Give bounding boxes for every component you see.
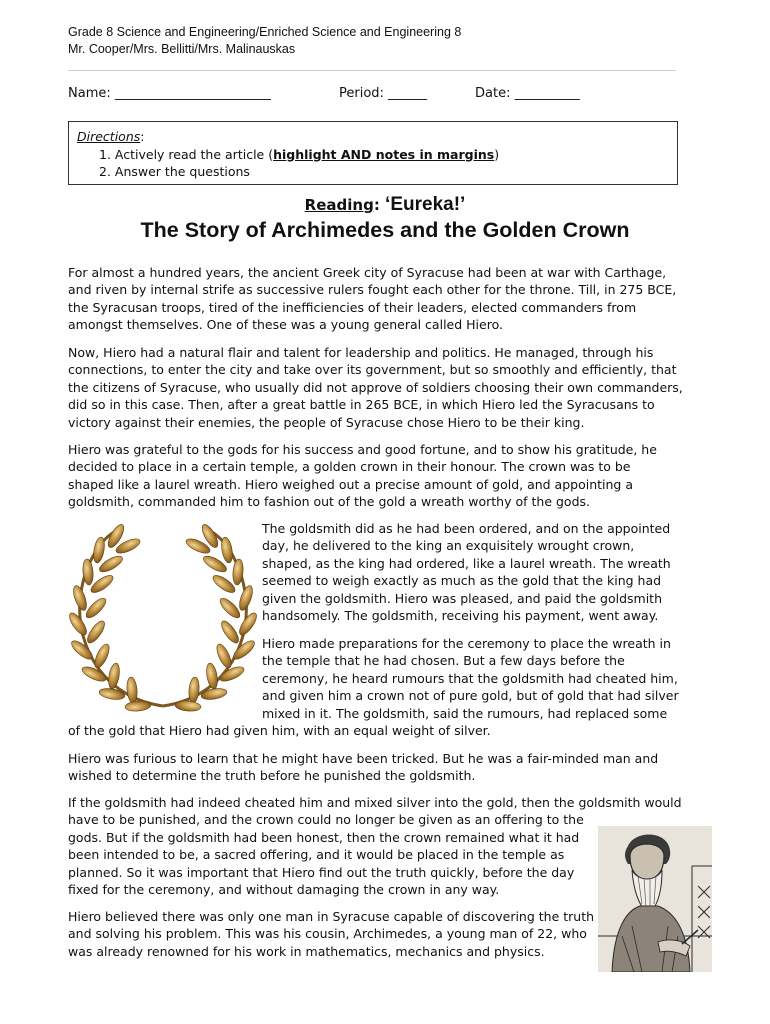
reading-subtitle: ‘Eureka!’ [385,194,466,215]
date-field: Date: __________ [475,86,580,101]
directions-item-1: 1. Actively read the article (highlight AND notes in margins) [99,146,500,162]
reading-label: Reading [304,196,374,214]
directions-item-2: 2. Answer the questions [99,164,250,179]
paragraph-2: Now, Hiero had a natural flair and talent for leadership and politics. He managed, through his connections, to enter the city and take over its government, but so smoothly and efficiently, that the citizens of Syracuse, who usually did not approve of soldiers choosing their own commanders, did so in this case. Then, after a great battle in 265 BCE, in which Hiero led the Syracusans to victory against their enemies, the people of Syracuse chose Hiero to be their king. [68,345,683,430]
paragraph-5-tail: of the gold that Hiero had given him, with an equal weight of silver. [68,723,491,738]
paragraph-4: The goldsmith did as he had been ordered, and on the appointed day, he delivered to the king an exquisitely wrought crown, shaped, as the king had ordered, like a laurel wreath. The wreath seemed to weigh exactly as much as the gold that the king had given the goldsmith. Hiero was pleased, and paid the goldsmith handsomely. The goldsmith, receiving his payment, went away. [262,521,671,624]
archimedes-portrait-image [598,826,712,972]
laurel-wreath-image [66,520,260,720]
teachers-line: Mr. Cooper/Mrs. Bellitti/Mrs. Malinauskas [68,42,296,56]
header-divider [68,70,676,71]
course-line: Grade 8 Science and Engineering/Enriched Science and Engineering 8 [68,25,462,39]
directions-box: Directions: 1. Actively read the article (highlight AND notes in margins) 2. Answer the questions [68,121,678,185]
paragraph-3: Hiero was grateful to the gods for his success and good fortune, and to show his gratitude, he decided to place in a certain temple, a golden crown in their honour. The crown was to be shaped like a laurel wreath. Hiero weighed out a precise amount of gold, and appointing a goldsmith, commanded him to fashion out of the gold a wreath worthy of the gods. [68,442,657,510]
article-title: The Story of Archimedes and the Golden Crown [140,218,630,242]
period-field: Period: ______ [339,86,428,101]
document-header [68,24,461,58]
paragraph-6: Hiero was furious to learn that he might have been tricked. But he was a fair-minded man and wished to determine the truth before he punished the goldsmith. [68,751,659,784]
paragraph-7: If the goldsmith had indeed cheated him and mixed silver into the gold, then the goldsmith would have to be punished, and the crown could no longer be given as an offering to the gods. But if the goldsmith had been honest, then the crown remained what it had been intended to be, a sacred offering, and it would be placed in the temple as planned. So it was important that Hiero find out the truth quickly, before the day fixed for the ceremony, and without damaging the crown in any way. [68,795,682,898]
paragraph-8: Hiero believed there was only one man in Syracuse capable of discovering the truth and solving his problem. This was his cousin, Archimedes, a young man of 22, who was already renowned for his work in mathematics, mechanics and physics. [68,909,595,959]
name-field: Name: ________________________ [68,86,271,101]
student-fields [68,86,668,104]
paragraph-5: Hiero made preparations for the ceremony to place the wreath in the temple that he had chosen. But a few days before the ceremony, he heard rumours that the goldsmith had cheated him, and given him a crown not of pure gold, but of gold that had silver mixed in it. The goldsmith, said the rumours, had replaced some [262,636,679,721]
highlight-instruction: highlight AND notes in margins [273,146,495,162]
directions-title: Directions [77,129,141,144]
reading-heading: Reading: ‘Eureka!’ [304,194,466,215]
paragraph-1: For almost a hundred years, the ancient Greek city of Syracuse had been at war with Carthage, and riven by internal strife as successive rulers fought each other for the throne. Till, in 275 BCE, the Syracusan troops, tired of the inefficiencies of their leaders, elected commanders from amongst themselves. One of these was a young general called Hiero. [68,265,677,333]
